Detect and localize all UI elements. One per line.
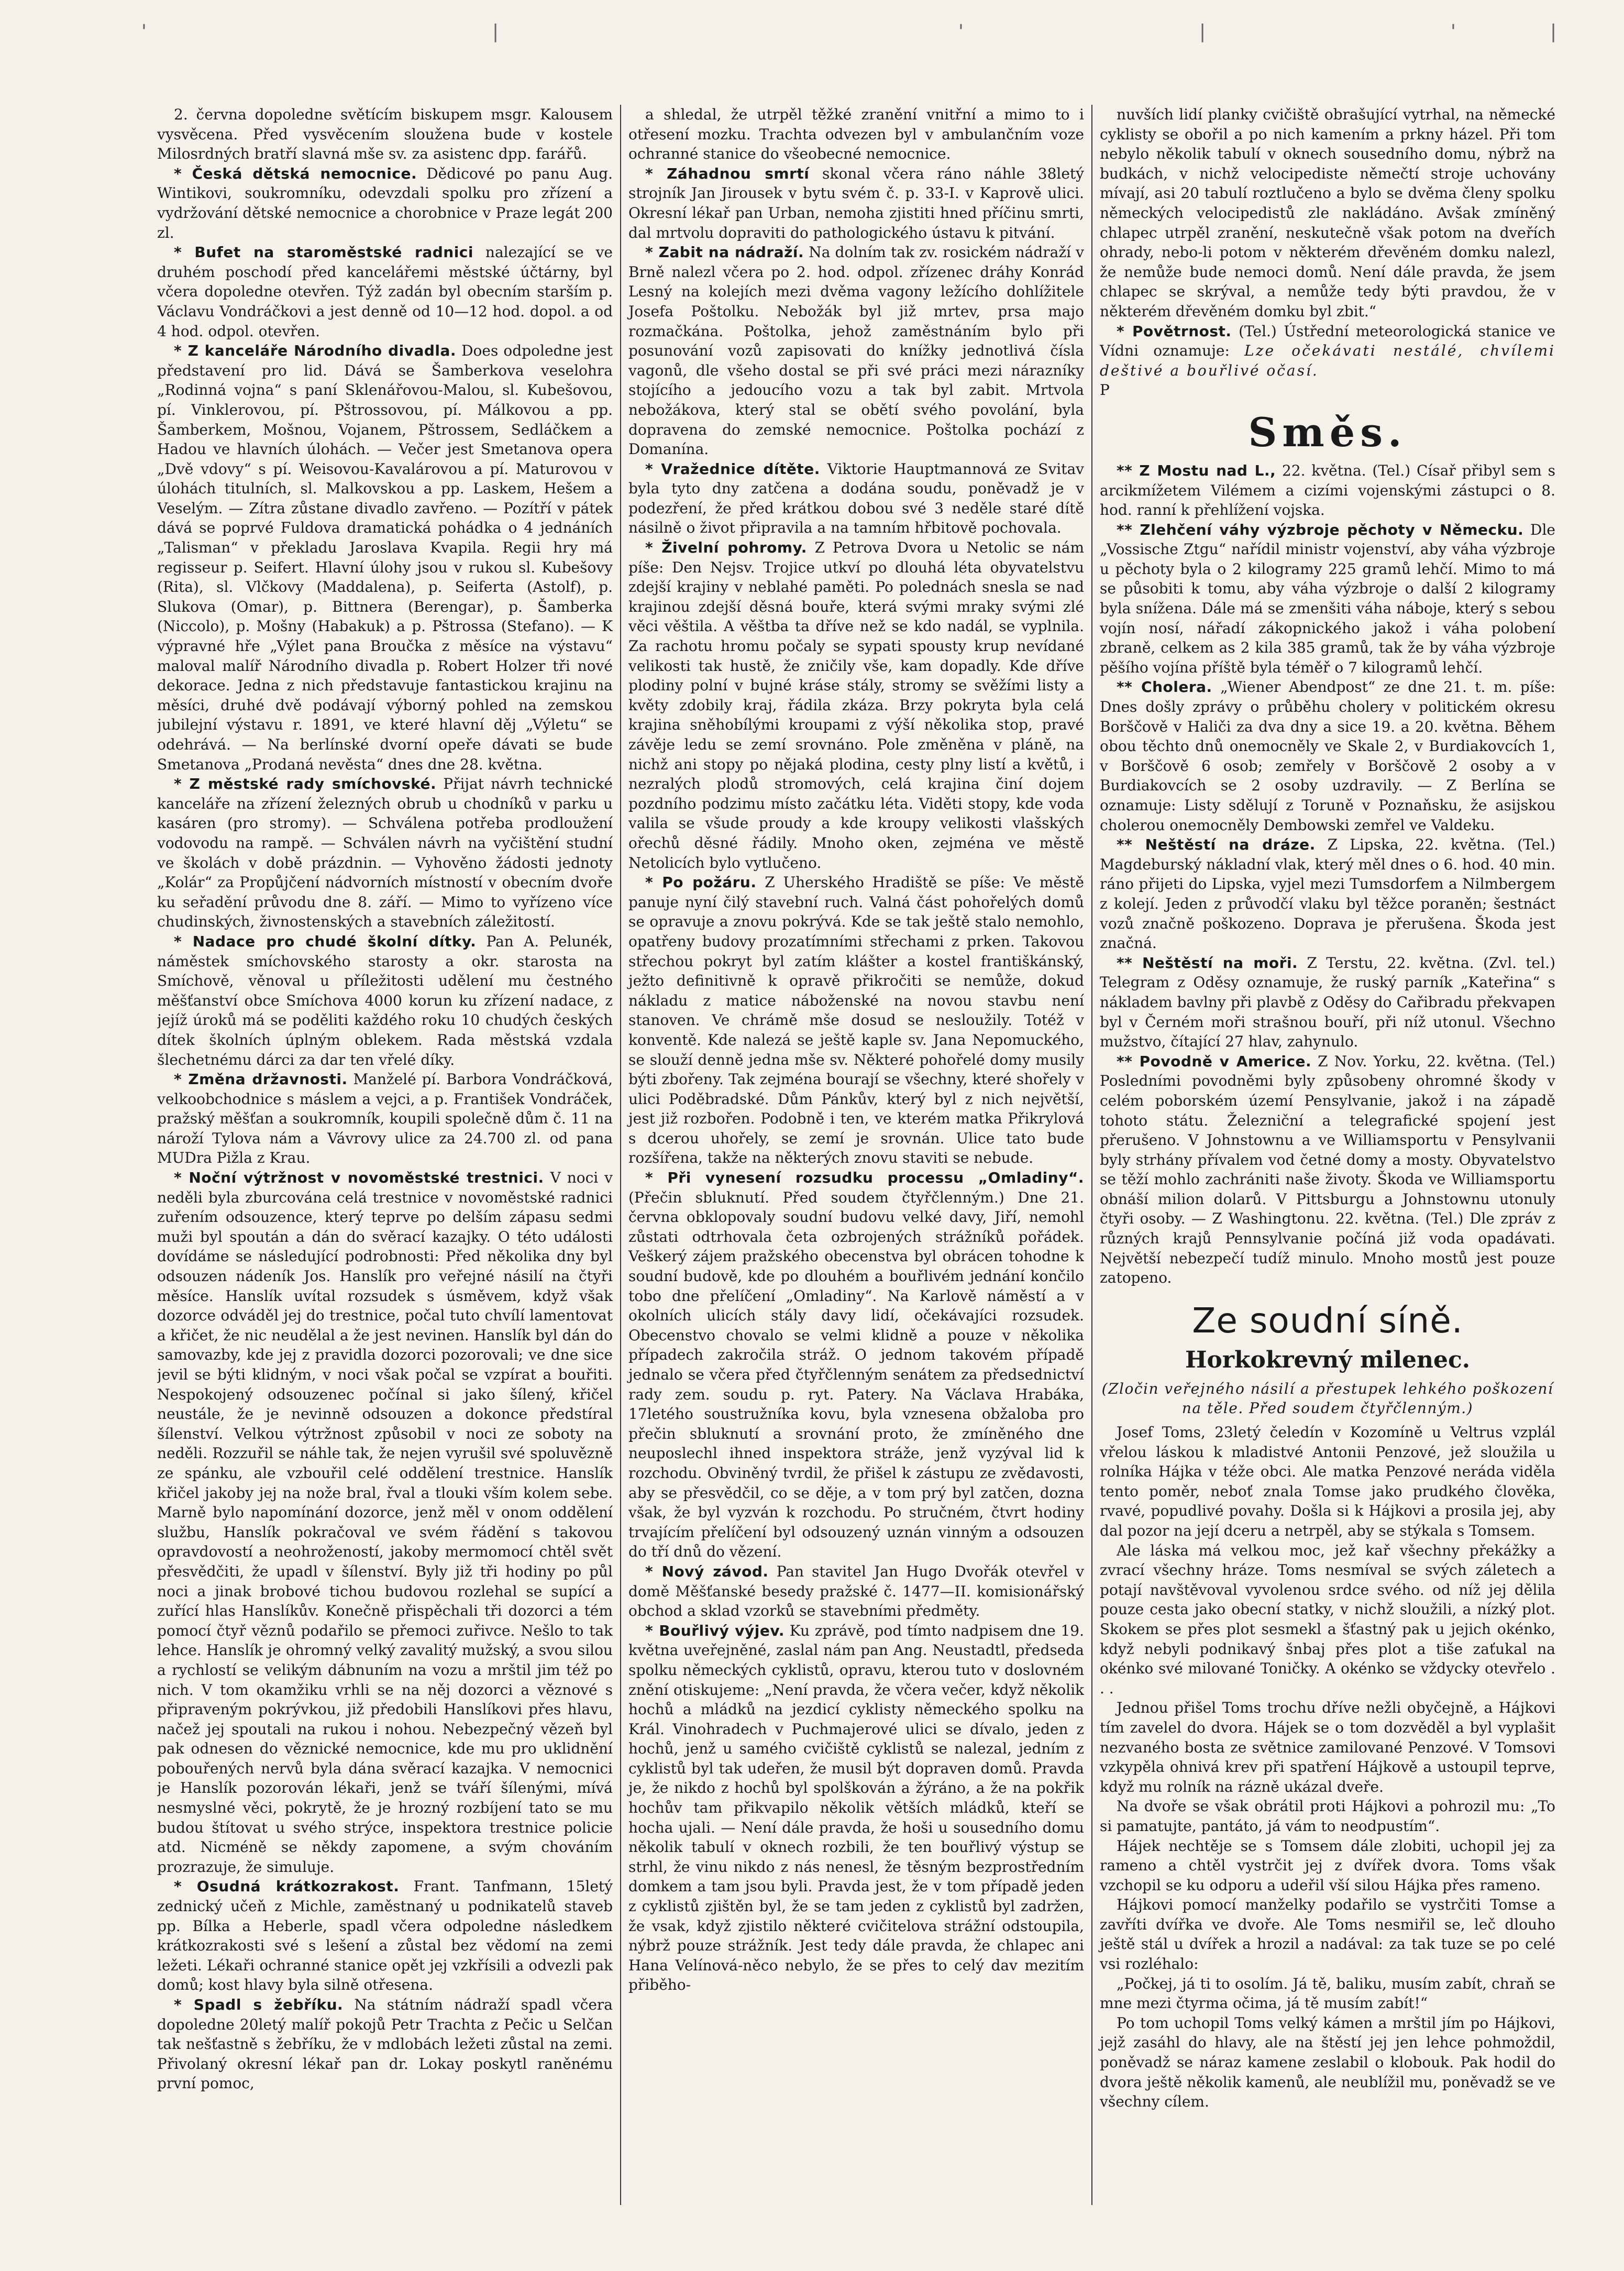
article-text: a shledal, že utrpěl těžké zranění vnitřní a mimo to i otřesení mozku. Trachta odvezen byl v ambulančním voze ochranné stanice do všeobecné nemocnice. (628, 106, 1084, 163)
article-heading: * Živelní pohromy. (645, 539, 807, 557)
article (628, 105, 1084, 164)
article-heading: * Noční výtržnost v novoměstské trestnici. (174, 1169, 544, 1187)
article-heading: * Spadl s žebříku. (174, 1996, 344, 2013)
article-heading: * Povětrnost. (1117, 322, 1232, 340)
article (1100, 520, 1555, 678)
weather-article (1100, 322, 1555, 381)
article-heading: ** Neštěstí na dráze. (1117, 836, 1316, 854)
article-text: V noci v neděli byla zburcována celá trestnice v novoměstské radnici zuřením odsouzence, který teprve po delším zápasu sedmi muži byl spoután a dán do svěrací kazajky. O této události dovídáme se následující podrobnosti: Před několika dny byl odsouzen nádeník Jos. Hanslík pro veřejné násilí na čtyři měsíce. Hanslík uvítal rozsudek s úsměvem, když však dozorce odváděl jej do trestnice, počal tuto chvílí lamentovat a křičet, že nic neudělal a že jest nevinen. Hanslík byl dán do samovazby, kde jej z pravidla dozorci pozorovali; ve dne sice jevil se býti klidným, v noci však počal se vzpírat a bouřiti. Nespokojený odsouzenec počínal si jako šílený, křičel neustále, že je nevinně odsouzen a dokonce předstíral šílenství. Velkou výtržnost způsobil v noci ze soboty na neděli. Rozzuřil se náhle tak, že nejen vyrušil své spoluvězně ze spánku, ale vzbouřil celé oddělení trestnice. Hanslík křičel jakoby jej na nože bral, řval a tlouki vším kolem sebe. Marně bylo napomínání dozorce, jenž měl v onom oddělení službu, Hanslík pokračoval ve svém řádění s takovou opravdovostí a neohrožeností, jakoby mermomocí chtěl svět přesvědčiti, že upadl v šílenství. Byly již tři hodiny po půl noci a jinak brobové tichou budovou rozlehal se supící a zuřící hlas Hanslíkův. Konečně přispěchali tři dozorci a tém pomocí čtyř věznů podařilo se přemoci zuřivce. Nešlo to tak lehce. Hanslík je ohromný velký zavalitý mužský, a svou silou a rychlostí se velikým dábnuním na vozu a mrštil jim též po nich. V tom okamžiku vrhli se na něj dozorci a věznové s připraveným pokrývkou, již předobili Hanslíkovi přes hlavu, načež jej spoutali na rukou i nohou. Nebezpečný vězeň byl pak odnesen do věznické nemocnice, kde mu pro uklidnění pobouřených nervů byla dána svěrací kazajka. V nemocnici je Hanslík pozorován lékaři, jenž se tváří šílenými, mívá nesmyslné věci, pokrytě, že je hrozný rozbíjení tato se mu budou štítovat u svého strýce, inspektora trestnice policie atd. Nicméně se někdy zapomene, a svým chováním prozrazuje, že simuluje. (157, 1169, 613, 1876)
court-paragraph: Josef Toms, 23letý čeledín v Kozomíně u Veltrus vzplál vřelou láskou k mladistvé Antonii Penzové, jež sloužila u rolníka Hájka v téže obci. Ale matka Penzové neráda viděla tento poměr, neboť znala Tomse jako prudkého člověka, rvavé, popudlivé povahy. Došla si k Hájkovi a prosila jej, aby dal pozor na její dceru a netrpěl, aby se stýkala s Tomsem. (1100, 1424, 1555, 1539)
article-text: Z Petrova Dvora u Netolic se nám píše: Den Nejsv. Trojice utkví po dlouhá léta obyvatelstvu zdejší krajiny v neblahé paměti. Po polednách snesla se nad krajinou zdejší děsná bouře, která svými mraky svými zlé věci věštila. A věštba ta dříve než se kdo nadál, se vyplnila. Za rachotu hromu počaly se sypati spousty krup nevídané velikosti tak hustě, že zničily vše, kam dopadly. Kde dříve plodiny polní v bujné kráse stály, stromy se svěžími listy a květy zdobily kraj, řádila zkáza. Brzy pokryta byla celá krajina sněhobílými kroupami z výší několika stop, pravé závěje ledu se zemí srovnáno. Pole změněna v pláně, na nichž ani stopy po nějaká plodina, cesty plny listí a květů, i nezralých plodů stromových, celá krajina činí dojem pozdního podzimu místo začátku léta. Viděti stopy, kde voda valila se všude proudy a kde kroupy velikosti vlašských ořechů děsné řádily. Mnoho oken, zejména ve městě Netolicích bylo vytlučeno. (628, 539, 1084, 872)
edge-mark: ' (141, 21, 147, 42)
article (628, 164, 1084, 242)
article (1100, 835, 1555, 953)
article (157, 774, 613, 932)
article-text: Přijat návrh technické kanceláře na zřízení železných obrub u chodníků v parku u kasáren (pro stromy). — Schválena potřeba prodloužení vodovodu na rampě. — Schválen návrh na vyčištění studní ve školách v době prázdnin. — Vyhověno žádosti jednoty „Kolár“ za Propůjčení nádvorních místností v obecním dvoře ku seřadění průvodu dne 8. září. — Mimo to vyřízeno více chudinských, živnostenských a stavebních záležitostí. (157, 775, 613, 931)
article-heading: * Z městské rady smíchovské. (174, 775, 437, 793)
article-text: Viktorie Hauptmannová ze Svitav byla tyto dny zatčena a dodána soudu, poněvadž je v podezření, že před krátkou dobou své 3 neděle staré dítě násilně o život připravila a na tamním hřbitově pochovala. (628, 460, 1084, 537)
court-paragraph: Hájkovi pomocí manželky podařilo se vystrčiti Tomse a zavříti dvířka ve dvoře. Ale Toms nesmiřil se, leč dlouho ještě stál u dvířek a hrozil a nadával: za tak tuze se po celé vsi rozléhalo: (1100, 1896, 1555, 1973)
article-text: Manželé pí. Barbora Vondráčková, velkoobchodnice s máslem a vejci, a p. František Vondráček, pražský měšťan a soukromník, koupili společně dům č. 11 na nároží Tylova nám a Vávrovy ulice za 24.700 zl. od pana MUDra Pižla z Krau. (157, 1071, 613, 1167)
article-text: nalezající se ve druhém poschodí před kancelářemi městské účtárny, byl včera dopoledne otevřen. Týž zadán byl obecním starším p. Václavu Vondráčkovi a jest denně od 10—12 hod. dopol. a od 4 hod. odpol. otevřen. (157, 244, 613, 340)
article-text: Does odpoledne jest představení pro lid. Dává se Šamberkova veselohra „Rodinná vojna“ s paní Sklenářovou-Malou, sl. Kubešovou, pí. Vinklerovou, pí. Pštrossovou, pí. Málkovou a pp. Šamberkem, Mošnou, Vojanem, Pštrossem, Sedláčkem a Hadou ve hlavních úlohách. — Večer jest Smetanova opera „Dvě vdovy“ s pí. Weisovou-Kavalárovou a pí. Maturovou v úlohách titulních, sl. Malkovskou a pp. Laskem, Hešem a Veselým. — Zítra zůstane divadlo zavřeno. — Pozítří v pátek dává se poprvé Fuldova dramatická pohádka o 4 jednáních „Talisman“ v překladu Jaroslava Kvapila. Regii hry má regisseur p. Seifert. Hlavní úlohy jsou v rukou sl. Kubešovy (Rita), sl. Vlčkovy (Maddalena), p. Seiferta (Astolf), p. Slukova (Omar), p. Bittnera (Berengar), p. Šamberka (Niccolo), p. Mošny (Habakuk) a p. Pštrossa (Stefano). — K výpravné hře „Výlet pana Broučka z měsíce na výstavu“ maloval malíř Národního divadla p. Robert Holzer tři nové dekorace. Jedna z nich představuje fantastickou krajinu na měsíci, druhé dvě podávají výborný pohled na zemskou jubilejní výstavu r. 1891, ve které hlavní děj „Výletu“ se odehrává. — Na berlínské dvorní opeře dávati se bude Smetanova „Prodaná nevěsta“ dnes dne 28. května. (157, 342, 613, 773)
edge-mark: | (1199, 21, 1206, 42)
article-heading: * Nadace pro chudé školní dítky. (174, 932, 477, 950)
article-heading: ** Cholera. (1117, 678, 1212, 696)
article (157, 164, 613, 242)
article-text: (Tel.) Ústřední meteorologická stanice ve Vídni oznamuje: (1100, 322, 1555, 360)
article (157, 1877, 613, 1995)
article-text: Na státním nádraží spadl včera dopoledne 20letý malíř pokojů Petr Trachta z Pečic u Selčan tak nešťastně s žebříku, že v mdlobách ležeti zůstal na zemi. Přivolaný okresní lékař pan dr. Lokay poskytl raněnému první pomoc, (157, 1996, 613, 2092)
article-heading: ** Povodně v Americe. (1117, 1052, 1312, 1070)
article-text: Ku zprávě, pod tímto nadpisem dne 19. května uveřejněné, zaslal nám pan Ang. Neustadtl, předseda spolku německých cyklistů, opravu, kterou tuto v doslovném znění otiskujeme: „Není pravda, že včera večer, když několik hochů a mládků na jezdicí cyklisty německého spolku na Král. Vinohradech v Puchmajerové ulici se dívalo, jeden z hochů, jenž u samého cvičiště cyklistů se nalezal, jedním z cyklistů byl tak udeřen, že musil být dopraven domů. Pravda je, že nikdo z hochů byl spolškován a žýráno, a že na pokřik hochův tam přikvapilo několik větších mládků, kteří se hocha ujali. — Není dále pravda, že hoši u sousedního domu několik tabulí v oknech rozbili, že ten bouřlivý výstup se strhl, že vinu nikdo z nás nenesl, že těsným bezprostředním domkem a tam jsou byli. Pravda jest, že v tom případě jeden z cyklistů zjištěn byl, že se tam jeden z cyklistů byl zadržen, že vsak, když zjistilo některé cvičitelova strážní odstoupila, nýbrž pouze strážník. Jest tedy dále pravda, že chlapec ani Hana Velínová-něco nebylo, že se přes to celý dav mezitím přiběho- (628, 1622, 1084, 1994)
court-paragraph: Hájek nechtěje se s Tomsem dále zlobiti, uchopil jej za rameno a chtěl vystrčit jej z dvířek dvora. Toms však vzchopil se ku odporu a udeřil vší silou Hájka přes rameno. (1100, 1837, 1555, 1894)
article (1100, 953, 1555, 1052)
article (157, 1995, 613, 2093)
court-paragraph: „Počkej, já ti to osolím. Já tě, baliku, musím zabít, chraň se mne mezi čtyrma očima, já tě musím zabít!“ (1100, 1975, 1555, 2012)
court-paragraph: Po tom uchopil Toms velký kámen a mrštil jím po Hájkovi, jejž zasáhl do hlavy, ale na štěstí jej jen lehce pohmoždil, poněvadž se náraz kamene zeslabil o klobouk. Pak hodil do dvora ještě několik kamenů, ale neublížil mu, poněvadž se ve všechny cílem. (1100, 2014, 1555, 2111)
article-heading: * Vražednice dítěte. (645, 460, 820, 478)
article-text: Frant. Tanfmann, 15letý zednický učeň z Michle, zaměstnaný u podnikatelů staveb pp. Bílka a Heberle, spadl včera odpoledne následkem krátkozrakosti své s lešení a zůstal bez vědomí na zemi ležeti. Lékaři ochranné stanice opět jej vzkřísili a odvezli pak domů; kost hlavy byla silně otřesena. (157, 1878, 613, 1994)
article (628, 873, 1084, 1168)
article (1100, 677, 1555, 835)
article (157, 1070, 613, 1168)
article-heading: ** Z Mostu nad L., (1117, 461, 1276, 479)
article (628, 1168, 1084, 1562)
article-text: Z Lipska, 22. května. (Tel.) Magdeburský nákladní vlak, který měl dnes o 6. hod. 40 min. ráno přijeti do Lipska, vyjel mezi Tumsdorfem a Nilmbergem z kolejí. Jeden z průvodčí vlaku byl těžce poraněn; šestnáct vozů značně poškozeno. Doprava je přerušena. Škoda jest značná. (1100, 836, 1555, 952)
article-text: Z Nov. Yorku, 22. května. (Tel.) Posledními povodněmi byly způsobeny ohromné škody v celém poborském území Pensylvanie, jakož i na západě tohoto státu. Železniční a telegrafické spojení jest přerušeno. V Johnstownu a ve Williamsportu v Pensylvanii byly strhány přívalem vod četné domy a mosty. Obyvatelstvo se těží mohlo zachrániti naše životy. Škoda ve Williamsportu obnáší milion dolarů. V Pittsburgu a Johnstownu utonuly čtyři osoby. — Z Washingtonu. 22. května. (Tel.) Dle zpráv z různých krajů Pennsylvanie počíná již voda opadávati. Největší nebezpečí tudíž minulo. Mnoho mostů jest pouze zatopeno. (1100, 1052, 1555, 1287)
weather-forecast: Lze očekávati nestálé, chvílemi deštivé a bouřlivé očasí. (1100, 342, 1555, 379)
court-paragraph: Ale láska má velkou moc, jež kař všechny překážky a zvrací všechny hráze. Toms nesmíval se svých záletech a potají navštěvoval vyvolenou srdce svého. od níž jej dělila pouze cesta jako obecní statky, v nichž sloužili, a nízký plot. Skokem se přes plot sesmekl a šťastný pak u jejich okénko, když nebyli podnikavý šnbaj přes plot a tiše zaťukal na okénko své milované Toničky. A okénko se vždycky otevřelo . . . (1100, 1541, 1555, 1697)
top-edge-marks (141, 21, 1577, 42)
article-text: skonal včera ráno náhle 38letý strojník Jan Jirousek v bytu svém č. p. 33-I. v Kaprově ulici. Okresní lékař pan Urban, nemoha zjistiti hned příčinu smrti, dal mrtvolu dopraviti do pathologického ústavu k pitvání. (628, 164, 1084, 241)
edge-mark: | (492, 21, 499, 42)
edge-mark: | (1550, 21, 1557, 42)
article-text: (Přečin sbluknutí. Před soudem čtyřčlenným.) Dne 21. června obklopovaly soudní budovu velké davy, Jiří, nemohl zůstati odtrhovala četa ozbrojených strážníků pořádek. Veškerý zájem pražského obecenstva byl obrácen tohodne k soudní budově, kde po dlouhém a bouřlivém jednání končilo tobo dne přelíčení „Omladiny“. Na Karlově náměstí a v okolních ulicích stály davy lidí, očekávajíci rozsudek. Obecenstvo chovalo se velmi klidně a pouze v několika případech zakročila stráž. O jednom takovém případě jednalo se včera před čtyřčlenným senátem za předsednictví rady zem. soudu p. ryt. Patery. Na Václava Hrabáka, 17letého soustružníka kovu, byla vznesena obžaloba pro přečin sbluknutí a srovnání proto, že zmíněného dne neuposlechl ihned inspektora stráže, jenž vyzýval lid k rozchodu. Obviněný tvrdil, že přišel k zástupu ze zvědavosti, aby se přesvědčil, co se děje, a v tom prý byl zatčen, dozna však, že byl vyzván k rozchodu. Po stručném, čtvrt hodiny trvajícím přelíčení byl odsouzený uznán vinným a odsouzen do tří dnů do vězení. (628, 1188, 1084, 1561)
article-text: 2. června dopoledne světícím biskupem msgr. Kalousem vysvěcena. Před vysvěcením sloužena bude v kostele Milosrdných bratří slavná mše sv. za asistenc dpp. farářů. (157, 106, 613, 163)
column-3 (1091, 105, 1555, 2205)
article-heading: * Záhadnou smrtí (645, 164, 810, 182)
article-heading: * Česká dětská nemocnice. (174, 164, 417, 182)
article-heading: * Bufet na staroměstské radnici (174, 244, 473, 261)
article-text: Z Terstu, 22. května. (Zvl. tel.) Telegram z Oděsy oznamuje, že ruský parník „Kateřina“ s nákladem bavlny při plavbě z Oděsy do Cařibradu překvapen byl v Černém moři strašnou bouří, při níž utonul. Všechno mužstvo, čítající 27 hlav, zahynulo. (1100, 954, 1555, 1051)
article (628, 1621, 1084, 1995)
article (1100, 105, 1555, 322)
article (1100, 461, 1555, 520)
article-heading: * Z kanceláře Národního divadla. (174, 342, 457, 360)
mix-section-title: Směs. (1248, 409, 1407, 456)
column-2 (620, 105, 1084, 2205)
article (628, 242, 1084, 459)
article (1100, 1052, 1555, 1288)
article-text: nuvších lidí planky cvičiště obrašující vytrhal, na německé cyklisty se obořil a po nich kamením a prkny házel. Při tom nebylo několik tabulí v oknech sousedního domu, nýbrž na budkách, v nichž velocipediste němečtí stroje uchovány mívají, asi 20 tabulí roztlučeno a bylo se dvěma členy spolku německých velocipedistů zle nakládáno. Avšak zmíněný chlapec utrpěl zranění, neskutečně však potom na dveřích ohrady, nebo-li potom v některém dřevěném domku nalezl, že nemůže bude nemoci domů. Není dále pravda, že jsem chlapec se skrýval, a nemůže tedy býti pravdou, že v některém dřevěném domku byl zbit.“ (1100, 106, 1555, 320)
court-article-title: Horkokrevný milenec. (1185, 1346, 1471, 1373)
article-text: Na dolním tak zv. rosickém nádraží v Brně nalezl včera po 2. hod. odpol. zřízenec dráhy Konrád Lesný na kolejích mezi dvěma vagony ležícího dohlížitele Josefa Poštolku. Nebožák byl již mrtev, prsa majo rozmačkána. Poštolka, jehož zaměstnáním bylo při posunování vozů zapisovati do knížky jednotlivá čísla vagonů, dle všeho dostal se při své práci mezi nárazníky stojícího a jedoucího vozu a tak byl zabit. Mrtvola nebožákova, který stal se obětí svého povolání, byla dopravena do zemské nemocnice. Poštolka pochází z Domanína. (628, 244, 1084, 458)
stray-mark: P (1100, 381, 1110, 399)
article-heading: * Při vynesení rozsudku processu „Omladiny“. (645, 1169, 1084, 1187)
article (157, 932, 613, 1070)
article-heading: * Zabit na nádraží. (645, 244, 804, 261)
article (157, 242, 613, 341)
court-paragraph: Na dvoře se však obrátil proti Hájkovi a pohrozil mu: „To si pamatujte, pantáto, já vám to neodpustím“. (1100, 1798, 1555, 1835)
court-section-title: Ze soudní síně. (1192, 1300, 1463, 1341)
column-1 (157, 105, 613, 2205)
article-text: Pan A. Pelunék, náměstek smíchovského starosty a okr. starosta na Smíchově, věnoval u příležitosti udělení mu čestného měšťanství obce Smíchova 4000 korun ku zřízení nadace, z jejíž úroků má se poděliti každého roku 10 chudých českých dítek školních úplným oblekem. Rada městská vzdala šlechetnému dárci za dar ten vřelé díky. (157, 932, 613, 1068)
article (157, 341, 613, 774)
article (157, 1168, 613, 1877)
article-text: Z Uherského Hradiště se píše: Ve městě panuje nyní čilý stavební ruch. Valná část pohořelých domů se opravuje a znovu pokrývá. Kde se tak ještě stalo nemohlo, opatřeny budovy prozatímními střechami z prken. Takovou střechou pokryt byl zatím klášter a kostel františkánský, ježto definitivně k opravě přikročiti se nemůže, dokud nákladu z matice náboženské na novou stavbu není stanoven. Ve chrámě mše dosud se nesloužily. Totéž v konventě. Kde nalezá se ještě kaple sv. Jana Nepomuckého, se slouží denně jedna mše sv. Některé pohořelé domy musily býti zbořeny. Tak zejména bourají se všechny, které shořely v ulici Poděbradské. Dům Pánkův, který byl z nich největší, jest již rozbořen. Podobně i ten, ve kterém matka Přikrylová s dcerou uhořely, se zemí je srovnán. Ulice tato bude rozšířena, takže na některých znovu staviti se nebude. (628, 874, 1084, 1167)
article-heading: * Bouřlivý výjev. (645, 1622, 785, 1639)
article-heading: * Změna državnosti. (174, 1071, 348, 1088)
article (628, 538, 1084, 873)
article-text: Dle „Vossische Ztgu“ nařídil ministr vojenství, aby váha výzbroje u pěchoty byla o 2 kilogramy 225 gramů lehčí. Mimo to má se působiti k tomu, aby váha výzbroje o další 2 kilogramy byla snížena. Dále má se zmenšiti váha náboje, který s sebou vojín nosí, nářadí zákopnického jakož i váha polobení zbraně, celkem as 2 kila 385 gramů, tak že by váha výzbroje pěšího vojína příště byla téměř o 7 kilogramů lehčí. (1100, 521, 1555, 676)
article-heading: * Nový závod. (645, 1562, 769, 1580)
article (628, 1562, 1084, 1621)
article-heading: * Po požáru. (645, 874, 757, 891)
article (157, 105, 613, 164)
court-article-lede: (Zločin veřejného násilí a přestupek lehkého poškození na těle. Před soudem čtyřčlenným.) (1101, 1380, 1554, 1417)
article-heading: * Osudná krátkozrakost. (174, 1878, 400, 1895)
article-text: Dědicové po panu Aug. Wintikovi, soukromníku, odevzdali spolku pro zřízení a vydržování dětské nemocnice a chorobnice v Praze legát 200 zl. (157, 164, 613, 241)
edge-mark: ' (958, 21, 964, 42)
article-text: 22. května. (Tel.) Císař přibyl sem s arcikmížetem Vilémem a cizími vojenskými zástupci o 8. hod. ranní k přehlížení vojska. (1100, 461, 1555, 519)
article-text: „Wiener Abendpost“ ze dne 21. t. m. píše: Dnes došly zprávy o průběhu cholery v politickém okresu Borščově v Haliči za dva dny a sice 19. a 20. května. Během obou těchto dnů onemocněly ve Skale 2, v Burdiakovcích 1, v Borščově 6 osob; zemřely v Borščově 2 osoby a v Burdiakovcích se 2 osoby uzdravily. — Z Berlína se oznamuje: Listy sdělují z Toruně v Poznaňsku, že asijskou cholerou onemocněly Dembowski zemřel ve Valdeku. (1100, 678, 1555, 834)
article-heading: ** Zlehčení váhy výzbroje pěchoty v Německu. (1117, 521, 1524, 538)
article (628, 459, 1084, 538)
columns (157, 105, 1577, 2205)
article-heading: ** Neštěstí na moři. (1117, 954, 1298, 972)
court-paragraph: Jednou přišel Toms trochu dříve nežli obyčejně, a Hájkovi tím zavelel do dvora. Hájek se o tom dozvěděl a byl vyplašit nezvaného bosta ze světnice zamilované Penzové. V Tomsovi vzkypěla ohnivá krev při spatření Hájkově a ustoupil teprve, když mu rolník na rázně ukázal dveře. (1100, 1699, 1555, 1795)
edge-mark: ' (1451, 21, 1456, 42)
article-text: Pan stavitel Jan Hugo Dvořák otevřel v domě Měšťanské besedy pražské č. 1477—II. komisionářský obchod a sklad vzorků se stavebními předměty. (628, 1562, 1084, 1620)
